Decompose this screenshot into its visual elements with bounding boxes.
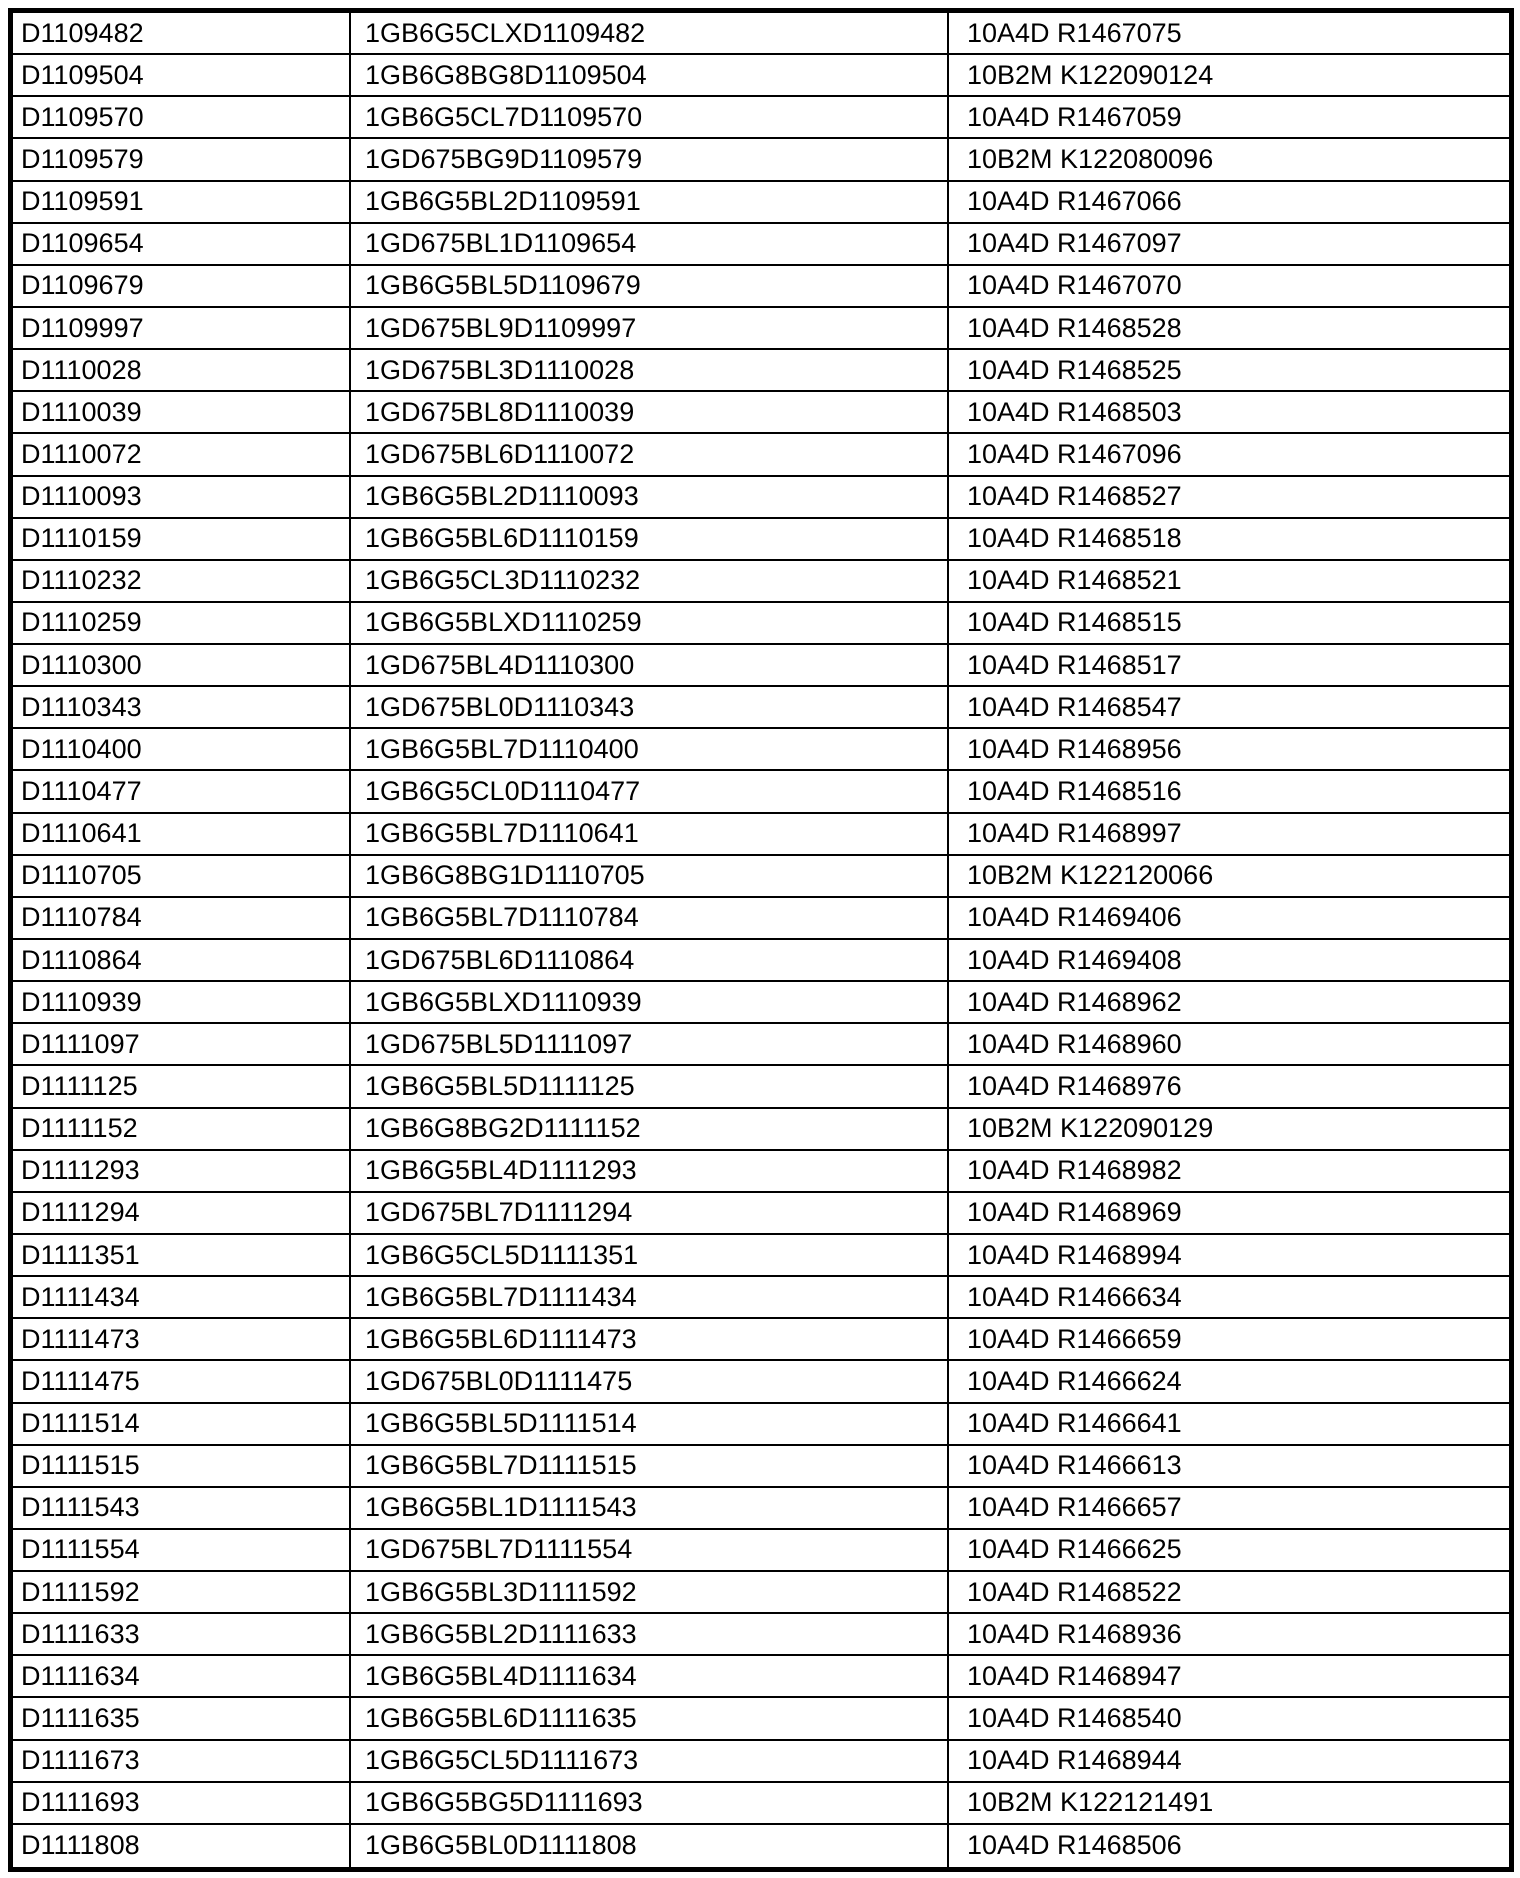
cell-module-code: 10B2M K122090129 (947, 1109, 1509, 1149)
cell-vin: 1GD675BL6D1110864 (349, 940, 947, 980)
table-row (13, 1066, 1509, 1108)
table-row (13, 856, 1509, 898)
cell-unit-number: D1110039 (21, 396, 142, 427)
cell-unit-number: D1110864 (21, 944, 142, 975)
cell-vin: 1GD675BL4D1110300 (349, 645, 947, 685)
cell-unit-number: D1111125 (21, 1070, 138, 1101)
cell-module-code: 10A4D R1468944 (947, 1741, 1509, 1781)
table-row (13, 1277, 1509, 1319)
cell-module-code: 10A4D R1467075 (947, 13, 1509, 53)
cell-module-code: 10A4D R1469406 (947, 898, 1509, 938)
table-row (13, 308, 1509, 350)
cell-unit-number: D1110939 (21, 986, 142, 1017)
table-row (13, 1614, 1509, 1656)
table-row (13, 982, 1509, 1024)
cell-unit-number: D1111554 (21, 1534, 140, 1565)
vin-table (8, 8, 1514, 1872)
table-row (13, 603, 1509, 645)
cell-unit-number: D1111673 (21, 1745, 140, 1776)
cell-module-code: 10A4D R1466634 (947, 1277, 1509, 1317)
cell-module-code: 10A4D R1466659 (947, 1319, 1509, 1359)
cell-module-code: 10A4D R1468503 (947, 392, 1509, 432)
cell-module-code: 10A4D R1466613 (947, 1446, 1509, 1486)
cell-unit-number: D1109679 (21, 270, 144, 301)
cell-vin: 1GB6G5BLXD1110259 (349, 603, 947, 643)
cell-vin: 1GD675BL0D1110343 (349, 687, 947, 727)
cell-module-code: 10A4D R1468515 (947, 603, 1509, 643)
cell-unit-number: D1109504 (21, 59, 144, 90)
table-row (13, 1193, 1509, 1235)
cell-module-code: 10A4D R1468527 (947, 477, 1509, 517)
cell-unit-number: D1110072 (21, 438, 142, 469)
table-row (13, 1572, 1509, 1614)
table-row (13, 519, 1509, 561)
cell-module-code: 10A4D R1467066 (947, 182, 1509, 222)
table-row (13, 1488, 1509, 1530)
cell-vin: 1GB6G5BL3D1111592 (349, 1572, 947, 1612)
table-row (13, 1024, 1509, 1066)
table-row (13, 182, 1509, 224)
cell-vin: 1GB6G8BG2D1111152 (349, 1109, 947, 1149)
table-row (13, 434, 1509, 476)
cell-module-code: 10A4D R1466624 (947, 1361, 1509, 1401)
cell-unit-number: D1110300 (21, 649, 142, 680)
cell-unit-number: D1110159 (21, 523, 142, 554)
cell-unit-number: D1111434 (21, 1281, 140, 1312)
cell-module-code: 10B2M K122090124 (947, 55, 1509, 95)
table-row (13, 1109, 1509, 1151)
cell-unit-number: D1109654 (21, 228, 144, 259)
cell-vin: 1GB6G5BL0D1111808 (349, 1825, 947, 1867)
cell-vin: 1GD675BL0D1111475 (349, 1361, 947, 1401)
cell-unit-number: D1110343 (21, 691, 142, 722)
table-row (13, 477, 1509, 519)
table-row (13, 1235, 1509, 1277)
cell-vin: 1GB6G5BL6D1111473 (349, 1319, 947, 1359)
table-row (13, 1741, 1509, 1783)
cell-vin: 1GB6G5CL0D1110477 (349, 771, 947, 811)
cell-module-code: 10A4D R1468956 (947, 729, 1509, 769)
cell-vin: 1GB6G5BL2D1109591 (349, 182, 947, 222)
cell-unit-number: D1111515 (21, 1450, 140, 1481)
table-row (13, 729, 1509, 771)
cell-vin: 1GD675BL7D1111554 (349, 1530, 947, 1570)
cell-vin: 1GB6G5BL7D1110784 (349, 898, 947, 938)
cell-module-code: 10A4D R1468969 (947, 1193, 1509, 1233)
cell-module-code: 10A4D R1468517 (947, 645, 1509, 685)
cell-unit-number: D1110477 (21, 776, 142, 807)
table-row (13, 13, 1509, 55)
cell-vin: 1GD675BL9D1109997 (349, 308, 947, 348)
cell-vin: 1GB6G5CL5D1111351 (349, 1235, 947, 1275)
cell-vin: 1GB6G8BG1D1110705 (349, 856, 947, 896)
cell-module-code: 10A4D R1469408 (947, 940, 1509, 980)
table-row (13, 1698, 1509, 1740)
cell-vin: 1GB6G5BLXD1110939 (349, 982, 947, 1022)
table-row (13, 55, 1509, 97)
table-row (13, 350, 1509, 392)
cell-vin: 1GB6G5BL4D1111634 (349, 1656, 947, 1696)
cell-unit-number: D1109570 (21, 101, 144, 132)
cell-vin: 1GB6G5BL7D1111515 (349, 1446, 947, 1486)
cell-module-code: 10A4D R1468521 (947, 561, 1509, 601)
cell-module-code: 10A4D R1468528 (947, 308, 1509, 348)
cell-module-code: 10A4D R1468518 (947, 519, 1509, 559)
cell-vin: 1GB6G5BL5D1109679 (349, 266, 947, 306)
table-row (13, 1446, 1509, 1488)
cell-unit-number: D1111808 (21, 1830, 140, 1861)
cell-vin: 1GB6G5CLXD1109482 (349, 13, 947, 53)
cell-module-code: 10A4D R1468522 (947, 1572, 1509, 1612)
cell-unit-number: D1111592 (21, 1576, 140, 1607)
cell-vin: 1GB6G5BL1D1111543 (349, 1488, 947, 1528)
cell-unit-number: D1109997 (21, 312, 144, 343)
cell-vin: 1GD675BL5D1111097 (349, 1024, 947, 1064)
cell-module-code: 10A4D R1468994 (947, 1235, 1509, 1275)
cell-module-code: 10A4D R1468516 (947, 771, 1509, 811)
cell-unit-number: D1111693 (21, 1787, 140, 1818)
cell-vin: 1GB6G5BL7D1110400 (349, 729, 947, 769)
cell-module-code: 10A4D R1468525 (947, 350, 1509, 390)
cell-module-code: 10A4D R1468982 (947, 1151, 1509, 1191)
table-row (13, 1361, 1509, 1403)
cell-unit-number: D1111475 (21, 1365, 140, 1396)
table-row (13, 392, 1509, 434)
cell-unit-number: D1110028 (21, 354, 142, 385)
cell-unit-number: D1111473 (21, 1323, 140, 1354)
cell-vin: 1GD675BL8D1110039 (349, 392, 947, 432)
cell-vin: 1GB6G5BG5D1111693 (349, 1783, 947, 1823)
cell-unit-number: D1111097 (21, 1028, 140, 1059)
table-row (13, 1530, 1509, 1572)
cell-vin: 1GB6G5CL5D1111673 (349, 1741, 947, 1781)
cell-unit-number: D1111351 (21, 1239, 140, 1270)
cell-module-code: 10A4D R1467070 (947, 266, 1509, 306)
cell-unit-number: D1110784 (21, 902, 142, 933)
cell-unit-number: D1109579 (21, 143, 144, 174)
table-row (13, 561, 1509, 603)
cell-unit-number: D1110641 (21, 818, 142, 849)
cell-module-code: 10A4D R1468936 (947, 1614, 1509, 1654)
table-row (13, 266, 1509, 308)
table-row (13, 1656, 1509, 1698)
cell-module-code: 10A4D R1468962 (947, 982, 1509, 1022)
cell-vin: 1GB6G5CL7D1109570 (349, 97, 947, 137)
cell-module-code: 10A4D R1468947 (947, 1656, 1509, 1696)
table-row (13, 1151, 1509, 1193)
cell-unit-number: D1111293 (21, 1155, 140, 1186)
cell-unit-number: D1110705 (21, 860, 142, 891)
cell-unit-number: D1111543 (21, 1492, 140, 1523)
cell-vin: 1GD675BL1D1109654 (349, 224, 947, 264)
cell-module-code: 10A4D R1467097 (947, 224, 1509, 264)
cell-vin: 1GD675BG9D1109579 (349, 139, 947, 179)
cell-vin: 1GB6G5BL2D1110093 (349, 477, 947, 517)
cell-unit-number: D1109482 (21, 17, 144, 48)
cell-vin: 1GB6G5BL2D1111633 (349, 1614, 947, 1654)
table-row (13, 139, 1509, 181)
cell-unit-number: D1110232 (21, 565, 142, 596)
cell-unit-number: D1111514 (21, 1408, 140, 1439)
table-row (13, 771, 1509, 813)
cell-module-code: 10A4D R1468506 (947, 1825, 1509, 1867)
table-row (13, 1319, 1509, 1361)
table-row (13, 97, 1509, 139)
cell-module-code: 10A4D R1468997 (947, 814, 1509, 854)
cell-unit-number: D1109591 (21, 186, 144, 217)
cell-module-code: 10B2M K122080096 (947, 139, 1509, 179)
cell-module-code: 10A4D R1466641 (947, 1404, 1509, 1444)
cell-module-code: 10A4D R1466657 (947, 1488, 1509, 1528)
cell-vin: 1GB6G5BL6D1110159 (349, 519, 947, 559)
table-row (13, 687, 1509, 729)
cell-unit-number: D1111152 (21, 1113, 138, 1144)
table-row (13, 814, 1509, 856)
cell-vin: 1GD675BL3D1110028 (349, 350, 947, 390)
table-row (13, 898, 1509, 940)
cell-unit-number: D1110259 (21, 607, 142, 638)
cell-module-code: 10A4D R1468547 (947, 687, 1509, 727)
cell-vin: 1GB6G5BL5D1111125 (349, 1066, 947, 1106)
cell-unit-number: D1111294 (21, 1197, 140, 1228)
table-row (13, 224, 1509, 266)
cell-vin: 1GB6G5BL4D1111293 (349, 1151, 947, 1191)
cell-module-code: 10A4D R1467096 (947, 434, 1509, 474)
table-row (13, 1825, 1509, 1867)
table-row (13, 940, 1509, 982)
cell-module-code: 10A4D R1468540 (947, 1698, 1509, 1738)
cell-unit-number: D1110093 (21, 481, 142, 512)
cell-vin: 1GD675BL7D1111294 (349, 1193, 947, 1233)
table-row (13, 645, 1509, 687)
cell-module-code: 10A4D R1468976 (947, 1066, 1509, 1106)
cell-vin: 1GD675BL6D1110072 (349, 434, 947, 474)
cell-vin: 1GB6G5BL5D1111514 (349, 1404, 947, 1444)
cell-module-code: 10B2M K122121491 (947, 1783, 1509, 1823)
table-row (13, 1404, 1509, 1446)
cell-unit-number: D1111633 (21, 1618, 140, 1649)
cell-vin: 1GB6G5BL6D1111635 (349, 1698, 947, 1738)
cell-vin: 1GB6G5BL7D1111434 (349, 1277, 947, 1317)
cell-vin: 1GB6G5CL3D1110232 (349, 561, 947, 601)
cell-unit-number: D1110400 (21, 733, 142, 764)
cell-unit-number: D1111634 (21, 1660, 140, 1691)
table-row (13, 1783, 1509, 1825)
cell-module-code: 10A4D R1467059 (947, 97, 1509, 137)
cell-module-code: 10A4D R1466625 (947, 1530, 1509, 1570)
cell-vin: 1GB6G5BL7D1110641 (349, 814, 947, 854)
cell-vin: 1GB6G8BG8D1109504 (349, 55, 947, 95)
cell-module-code: 10A4D R1468960 (947, 1024, 1509, 1064)
cell-module-code: 10B2M K122120066 (947, 856, 1509, 896)
cell-unit-number: D1111635 (21, 1703, 140, 1734)
